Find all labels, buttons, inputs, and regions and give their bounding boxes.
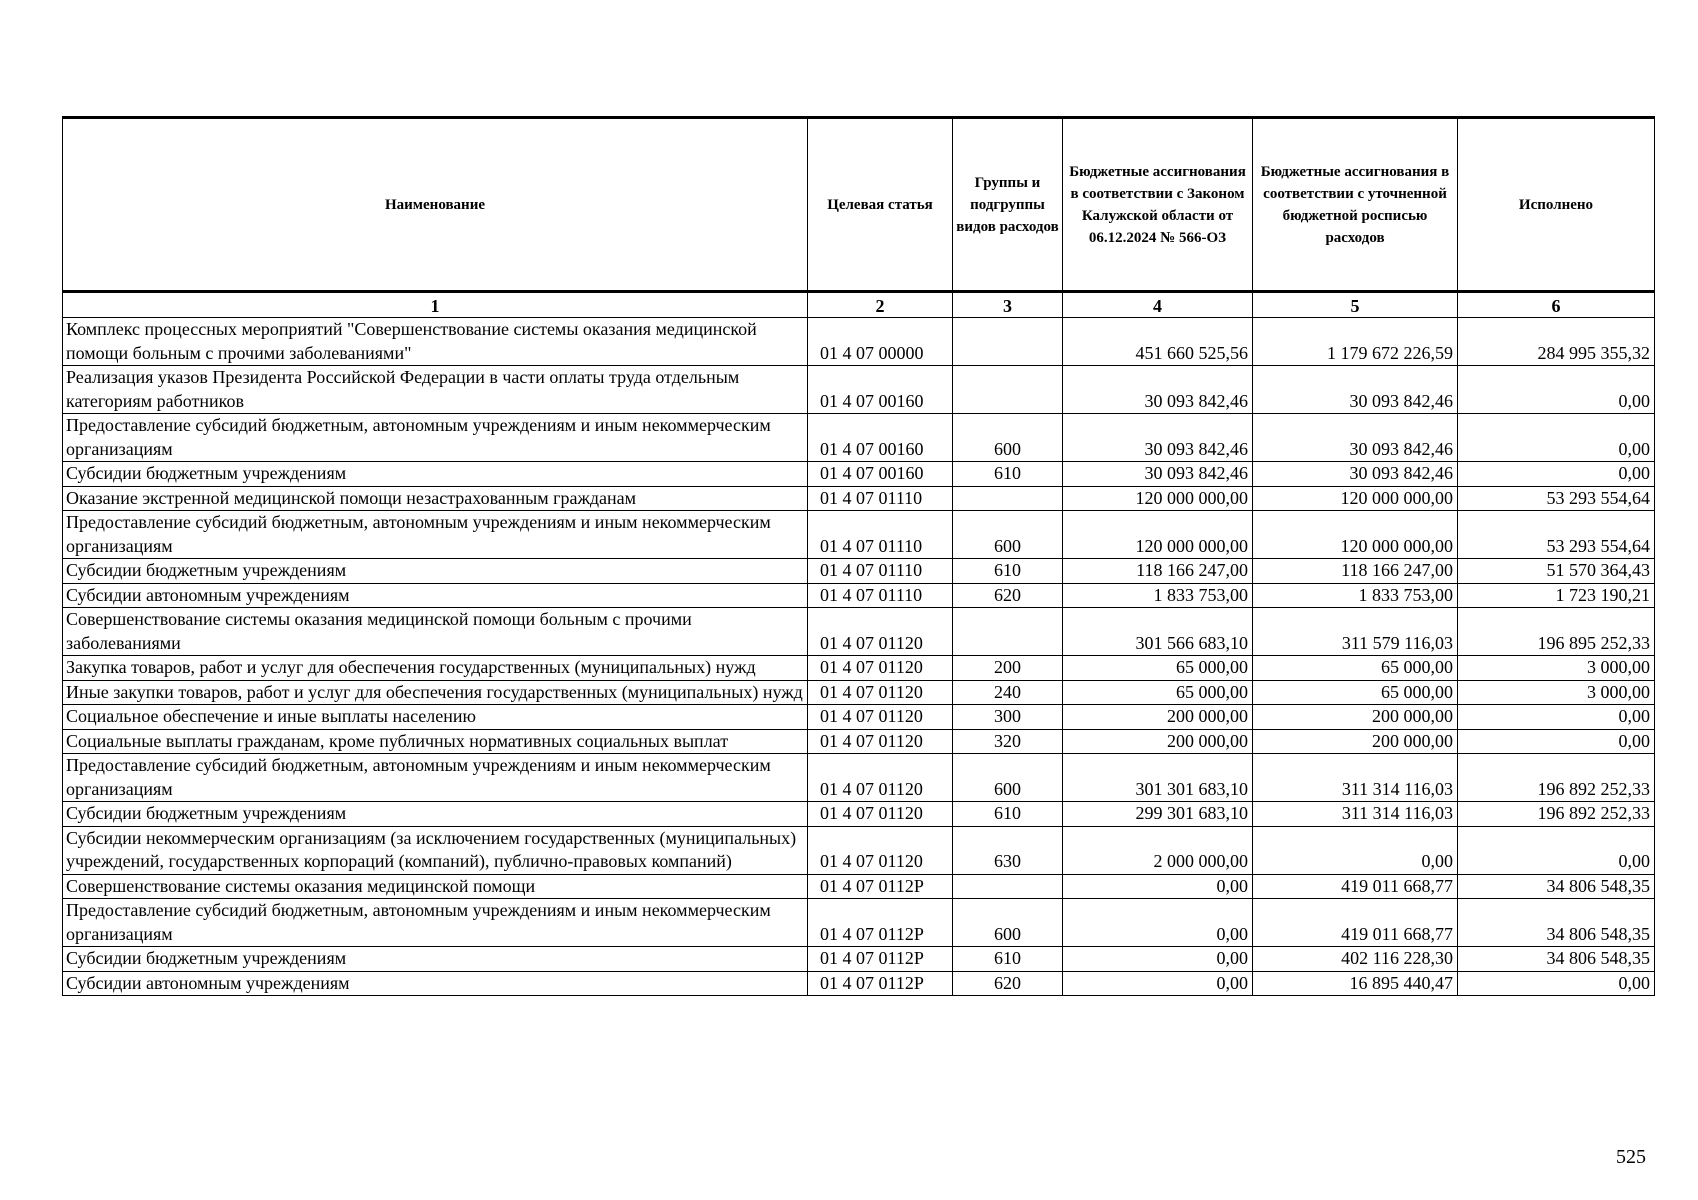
cell-target-article: 01 4 07 01120 [808, 608, 953, 656]
cell-target-article: 01 4 07 01120 [808, 802, 953, 827]
cell-executed: 0,00 [1458, 462, 1655, 487]
cell-executed: 0,00 [1458, 826, 1655, 874]
table-row [63, 729, 1655, 754]
table-row [63, 802, 1655, 827]
header-refined-allocations: Бюджетные ассигнования в соответствии с уточненной бюджетной росписью расходов [1253, 118, 1458, 292]
cell-expense-group: 610 [953, 947, 1063, 972]
cell-executed: 284 995 355,32 [1458, 318, 1655, 366]
cell-name: Реализация указов Президента Российской Федерации в части оплаты труда отдельным категориям работников [63, 366, 808, 414]
cell-name: Закупка товаров, работ и услуг для обеспечения государственных (муниципальных) нужд [63, 656, 808, 681]
header-executed: Исполнено [1458, 118, 1655, 292]
cell-expense-group: 620 [953, 583, 1063, 608]
cell-name: Предоставление субсидий бюджетным, автономным учреждениям и иным некоммерческим организациям [63, 754, 808, 802]
table-row [63, 462, 1655, 487]
budget-document-page [62, 116, 1654, 996]
cell-target-article: 01 4 07 01110 [808, 486, 953, 511]
cell-expense-group: 300 [953, 705, 1063, 730]
cell-law-allocation: 65 000,00 [1063, 656, 1253, 681]
table-row [63, 414, 1655, 462]
cell-law-allocation: 451 660 525,56 [1063, 318, 1253, 366]
cell-refined-allocation: 200 000,00 [1253, 729, 1458, 754]
cell-target-article: 01 4 07 01120 [808, 680, 953, 705]
table-row [63, 971, 1655, 996]
cell-refined-allocation: 311 314 116,03 [1253, 754, 1458, 802]
cell-name: Предоставление субсидий бюджетным, автономным учреждениям и иным некоммерческим организациям [63, 899, 808, 947]
budget-table [62, 116, 1655, 996]
cell-law-allocation: 1 833 753,00 [1063, 583, 1253, 608]
cell-executed: 53 293 554,64 [1458, 511, 1655, 559]
cell-law-allocation: 30 093 842,46 [1063, 414, 1253, 462]
cell-target-article: 01 4 07 00160 [808, 366, 953, 414]
cell-executed: 196 892 252,33 [1458, 802, 1655, 827]
table-row [63, 899, 1655, 947]
table-body [63, 318, 1655, 996]
column-number: 1 [63, 292, 808, 318]
cell-target-article: 01 4 07 01120 [808, 656, 953, 681]
header-expense-groups: Группы и подгруппы видов расходов [953, 118, 1063, 292]
cell-executed: 34 806 548,35 [1458, 899, 1655, 947]
cell-law-allocation: 0,00 [1063, 899, 1253, 947]
cell-executed: 34 806 548,35 [1458, 947, 1655, 972]
table-header-row [63, 118, 1655, 292]
table-row [63, 656, 1655, 681]
cell-law-allocation: 0,00 [1063, 874, 1253, 899]
cell-target-article: 01 4 07 01110 [808, 559, 953, 584]
cell-executed: 3 000,00 [1458, 680, 1655, 705]
cell-law-allocation: 301 301 683,10 [1063, 754, 1253, 802]
cell-target-article: 01 4 07 01110 [808, 583, 953, 608]
cell-expense-group: 600 [953, 511, 1063, 559]
cell-expense-group: 200 [953, 656, 1063, 681]
cell-executed: 0,00 [1458, 705, 1655, 730]
cell-executed: 196 895 252,33 [1458, 608, 1655, 656]
cell-executed: 1 723 190,21 [1458, 583, 1655, 608]
cell-expense-group [953, 318, 1063, 366]
column-number: 2 [808, 292, 953, 318]
cell-expense-group: 600 [953, 414, 1063, 462]
cell-expense-group: 600 [953, 899, 1063, 947]
cell-executed: 0,00 [1458, 971, 1655, 996]
cell-target-article: 01 4 07 0112Р [808, 874, 953, 899]
cell-target-article: 01 4 07 0112Р [808, 899, 953, 947]
cell-law-allocation: 30 093 842,46 [1063, 366, 1253, 414]
cell-name: Социальное обеспечение и иные выплаты населению [63, 705, 808, 730]
cell-refined-allocation: 118 166 247,00 [1253, 559, 1458, 584]
cell-law-allocation: 65 000,00 [1063, 680, 1253, 705]
cell-name: Комплекс процессных мероприятий "Совершенствование системы оказания медицинской помощи больным с прочими заболеваниями" [63, 318, 808, 366]
header-name: Наименование [63, 118, 808, 292]
cell-law-allocation: 299 301 683,10 [1063, 802, 1253, 827]
cell-law-allocation: 120 000 000,00 [1063, 486, 1253, 511]
table-row [63, 705, 1655, 730]
cell-name: Совершенствование системы оказания медицинской помощи больным с прочими заболеваниями [63, 608, 808, 656]
table-row [63, 366, 1655, 414]
column-number-row [63, 292, 1655, 318]
cell-refined-allocation: 311 579 116,03 [1253, 608, 1458, 656]
cell-expense-group: 600 [953, 754, 1063, 802]
table-row [63, 947, 1655, 972]
cell-target-article: 01 4 07 00160 [808, 414, 953, 462]
cell-expense-group [953, 486, 1063, 511]
cell-name: Оказание экстренной медицинской помощи незастрахованным гражданам [63, 486, 808, 511]
cell-expense-group: 610 [953, 802, 1063, 827]
cell-target-article: 01 4 07 01120 [808, 826, 953, 874]
cell-refined-allocation: 120 000 000,00 [1253, 511, 1458, 559]
cell-expense-group [953, 874, 1063, 899]
cell-law-allocation: 200 000,00 [1063, 729, 1253, 754]
cell-target-article: 01 4 07 01120 [808, 705, 953, 730]
column-number: 5 [1253, 292, 1458, 318]
table-row [63, 559, 1655, 584]
cell-name: Иные закупки товаров, работ и услуг для обеспечения государственных (муниципальных) нужд [63, 680, 808, 705]
cell-executed: 51 570 364,43 [1458, 559, 1655, 584]
cell-law-allocation: 120 000 000,00 [1063, 511, 1253, 559]
cell-refined-allocation: 402 116 228,30 [1253, 947, 1458, 972]
cell-target-article: 01 4 07 0112Р [808, 947, 953, 972]
cell-name: Субсидии бюджетным учреждениям [63, 559, 808, 584]
cell-expense-group: 610 [953, 559, 1063, 584]
cell-target-article: 01 4 07 01120 [808, 729, 953, 754]
table-row [63, 486, 1655, 511]
table-row [63, 754, 1655, 802]
table-row [63, 583, 1655, 608]
cell-executed: 0,00 [1458, 366, 1655, 414]
cell-law-allocation: 200 000,00 [1063, 705, 1253, 730]
cell-refined-allocation: 419 011 668,77 [1253, 874, 1458, 899]
header-law-allocations: Бюджетные ассигнования в соответствии с Законом Калужской области от 06.12.2024 № 566-ОЗ [1063, 118, 1253, 292]
cell-refined-allocation: 30 093 842,46 [1253, 414, 1458, 462]
cell-refined-allocation: 65 000,00 [1253, 656, 1458, 681]
cell-name: Субсидии автономным учреждениям [63, 971, 808, 996]
cell-refined-allocation: 200 000,00 [1253, 705, 1458, 730]
cell-name: Социальные выплаты гражданам, кроме публичных нормативных социальных выплат [63, 729, 808, 754]
header-target-article: Целевая статья [808, 118, 953, 292]
cell-refined-allocation: 65 000,00 [1253, 680, 1458, 705]
cell-expense-group: 620 [953, 971, 1063, 996]
cell-refined-allocation: 419 011 668,77 [1253, 899, 1458, 947]
page-number: 525 [1616, 1146, 1646, 1168]
table-row [63, 608, 1655, 656]
cell-executed: 53 293 554,64 [1458, 486, 1655, 511]
cell-target-article: 01 4 07 00160 [808, 462, 953, 487]
cell-refined-allocation: 16 895 440,47 [1253, 971, 1458, 996]
column-number: 6 [1458, 292, 1655, 318]
table-row [63, 318, 1655, 366]
cell-executed: 196 892 252,33 [1458, 754, 1655, 802]
table-row [63, 826, 1655, 874]
cell-expense-group: 320 [953, 729, 1063, 754]
cell-expense-group: 610 [953, 462, 1063, 487]
table-row [63, 511, 1655, 559]
cell-name: Субсидии автономным учреждениям [63, 583, 808, 608]
table-row [63, 874, 1655, 899]
cell-law-allocation: 30 093 842,46 [1063, 462, 1253, 487]
cell-name: Предоставление субсидий бюджетным, автономным учреждениям и иным некоммерческим организациям [63, 511, 808, 559]
cell-refined-allocation: 1 179 672 226,59 [1253, 318, 1458, 366]
column-number: 3 [953, 292, 1063, 318]
cell-target-article: 01 4 07 01120 [808, 754, 953, 802]
cell-law-allocation: 0,00 [1063, 947, 1253, 972]
cell-name: Субсидии бюджетным учреждениям [63, 802, 808, 827]
cell-law-allocation: 2 000 000,00 [1063, 826, 1253, 874]
cell-executed: 0,00 [1458, 729, 1655, 754]
cell-refined-allocation: 120 000 000,00 [1253, 486, 1458, 511]
cell-refined-allocation: 1 833 753,00 [1253, 583, 1458, 608]
cell-name: Субсидии бюджетным учреждениям [63, 947, 808, 972]
cell-name: Совершенствование системы оказания медицинской помощи [63, 874, 808, 899]
table-row [63, 680, 1655, 705]
cell-expense-group [953, 608, 1063, 656]
cell-name: Субсидии некоммерческим организациям (за исключением государственных (муниципальных) учреждений, государственных корпораций (компаний), публично-правовых компаний) [63, 826, 808, 874]
cell-name: Предоставление субсидий бюджетным, автономным учреждениям и иным некоммерческим организациям [63, 414, 808, 462]
cell-refined-allocation: 30 093 842,46 [1253, 462, 1458, 487]
cell-target-article: 01 4 07 0112Р [808, 971, 953, 996]
cell-law-allocation: 118 166 247,00 [1063, 559, 1253, 584]
cell-refined-allocation: 311 314 116,03 [1253, 802, 1458, 827]
cell-target-article: 01 4 07 00000 [808, 318, 953, 366]
cell-executed: 0,00 [1458, 414, 1655, 462]
cell-target-article: 01 4 07 01110 [808, 511, 953, 559]
cell-expense-group [953, 366, 1063, 414]
column-number: 4 [1063, 292, 1253, 318]
cell-name: Субсидии бюджетным учреждениям [63, 462, 808, 487]
cell-executed: 34 806 548,35 [1458, 874, 1655, 899]
cell-refined-allocation: 30 093 842,46 [1253, 366, 1458, 414]
cell-refined-allocation: 0,00 [1253, 826, 1458, 874]
cell-executed: 3 000,00 [1458, 656, 1655, 681]
cell-law-allocation: 0,00 [1063, 971, 1253, 996]
cell-expense-group: 240 [953, 680, 1063, 705]
cell-law-allocation: 301 566 683,10 [1063, 608, 1253, 656]
cell-expense-group: 630 [953, 826, 1063, 874]
